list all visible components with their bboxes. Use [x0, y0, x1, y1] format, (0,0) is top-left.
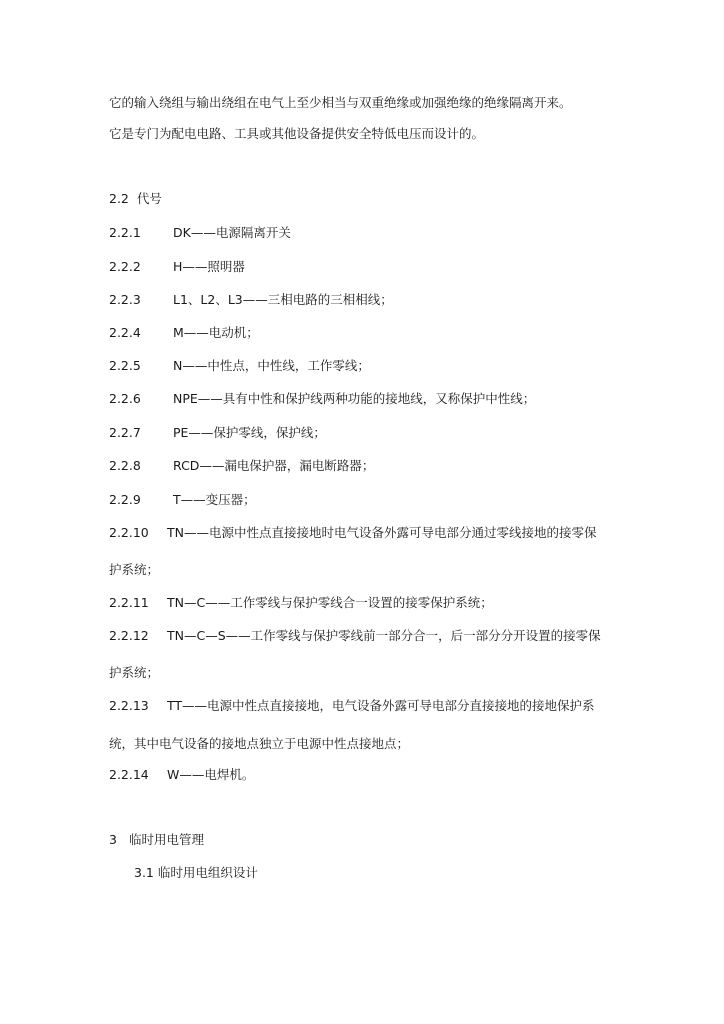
list-item [109, 225, 629, 241]
item-code: 2.2.7 [109, 425, 141, 440]
section-title: 代号 [136, 191, 162, 206]
item-code: 2.2.1 [109, 225, 141, 240]
item-text-continuation: 护系统； [109, 562, 160, 577]
list-item [109, 458, 629, 474]
item-text: L1、L2、L3——三相电路的三相相线； [173, 292, 393, 307]
intro-line-1: 它的输入绕组与输出绕组在电气上至少相当与双重绝缘或加强绝缘的绝缘隔离开来。 [109, 95, 572, 110]
section-heading-2-2 [109, 191, 162, 207]
list-item [109, 292, 629, 308]
section-number: 2.2 [109, 191, 129, 206]
intro-line-2: 它是专门为配电电路、工具或其他设备提供安全特低电压而设计的。 [109, 126, 485, 141]
section-heading-3 [109, 832, 204, 848]
item-text: PE——保护零线，保护线； [173, 425, 326, 440]
list-item [109, 391, 629, 407]
item-text: W——电焊机。 [167, 767, 255, 782]
item-code: 2.2.12 [109, 628, 149, 643]
section-number: 3.1 [134, 865, 154, 880]
item-code: 2.2.3 [109, 292, 141, 307]
section-number: 3 [109, 832, 117, 847]
item-text: DK——电源隔离开关 [173, 225, 291, 240]
item-text-continuation: 统，其中电气设备的接地点独立于电源中性点接地点； [109, 736, 410, 751]
item-code: 2.2.5 [109, 358, 141, 373]
item-code: 2.2.6 [109, 391, 141, 406]
item-text: T——变压器； [173, 492, 256, 507]
item-code: 2.2.14 [109, 767, 149, 782]
item-code: 2.2.8 [109, 458, 141, 473]
list-item [109, 358, 629, 374]
item-text: TN——电源中性点直接接地时电气设备外露可导电部分通过零线接地的接零保 [167, 525, 597, 540]
list-item [109, 492, 629, 508]
item-text: M——电动机； [173, 325, 259, 340]
section-title: 临时用电管理 [128, 832, 204, 847]
item-code: 2.2.2 [109, 259, 141, 274]
list-item [109, 628, 629, 644]
item-text: TN—C—S——工作零线与保护零线前一部分合一，后一部分分开设置的接零保 [167, 628, 601, 643]
list-item [109, 595, 629, 611]
item-text: N——中性点，中性线，工作零线； [173, 358, 370, 373]
item-text: TT——电源中性点直接接地，电气设备外露可导电部分直接接地的接地保护系 [167, 698, 595, 713]
item-text: H——照明器 [173, 259, 245, 274]
item-code: 2.2.9 [109, 492, 141, 507]
list-item [109, 325, 629, 341]
item-code: 2.2.10 [109, 525, 149, 540]
section-heading-3-1 [134, 865, 258, 881]
list-item [109, 525, 629, 541]
item-text: RCD——漏电保护器，漏电断路器； [173, 458, 375, 473]
item-text-continuation: 护系统； [109, 665, 160, 680]
item-text: TN—C——工作零线与保护零线合一设置的接零保护系统； [167, 595, 493, 610]
list-item [109, 767, 629, 783]
item-text: NPE——具有中性和保护线两种功能的接地线，又称保护中性线； [173, 391, 536, 406]
item-code: 2.2.11 [109, 595, 149, 610]
item-code: 2.2.13 [109, 698, 149, 713]
list-item [109, 259, 629, 275]
section-title: 临时用电组织设计 [157, 865, 258, 880]
item-code: 2.2.4 [109, 325, 141, 340]
list-item [109, 425, 629, 441]
list-item [109, 698, 629, 714]
